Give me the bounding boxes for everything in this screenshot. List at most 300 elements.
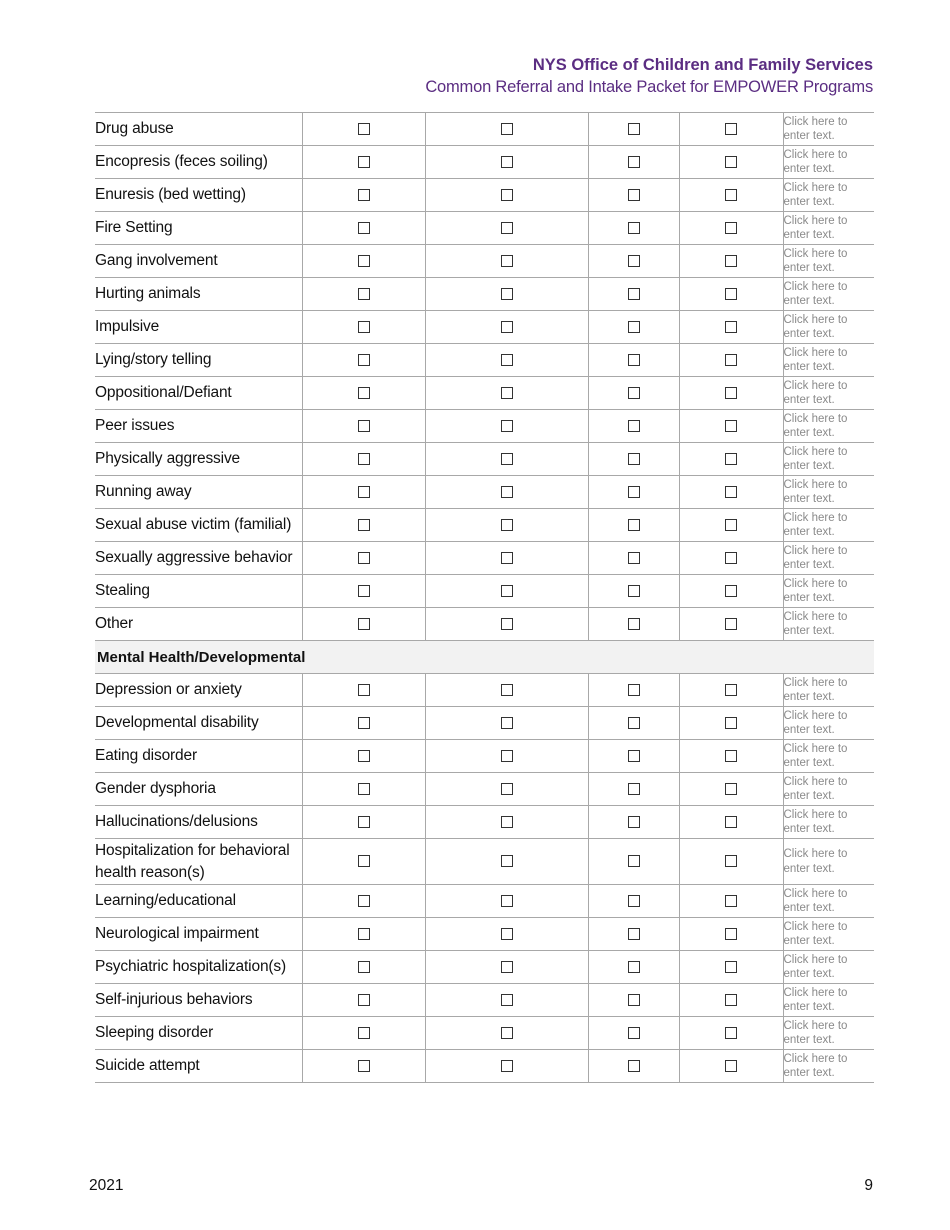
checkbox[interactable] <box>501 961 513 973</box>
checkbox[interactable] <box>725 684 737 696</box>
checkbox[interactable] <box>501 156 513 168</box>
table-row <box>95 344 874 377</box>
table-row <box>95 918 874 951</box>
checkbox-cell <box>425 773 588 806</box>
checkbox-cell <box>425 951 588 984</box>
checkbox[interactable] <box>358 420 370 432</box>
checkbox-cell <box>302 113 425 146</box>
checkbox[interactable] <box>628 750 640 762</box>
checkbox-cell <box>302 443 425 476</box>
checklist-table-body <box>95 113 874 1083</box>
checkbox-cell <box>425 410 588 443</box>
checkbox-cell <box>588 476 679 509</box>
checkbox[interactable] <box>358 354 370 366</box>
notes-text-field[interactable]: Click here to enter text. <box>783 476 874 509</box>
checkbox-cell <box>302 806 425 839</box>
checkbox[interactable] <box>358 222 370 234</box>
checkbox-cell <box>588 1050 679 1083</box>
checkbox-cell <box>588 344 679 377</box>
checkbox-cell <box>588 839 679 885</box>
checkbox-cell <box>302 410 425 443</box>
checkbox[interactable] <box>358 486 370 498</box>
page-number: 9 <box>864 1177 873 1194</box>
checkbox[interactable] <box>358 816 370 828</box>
checkbox[interactable] <box>358 552 370 564</box>
notes-text-field[interactable]: Click here to enter text. <box>783 311 874 344</box>
checkbox[interactable] <box>501 783 513 795</box>
row-label: Learning/educational <box>95 885 302 918</box>
checkbox-cell <box>425 377 588 410</box>
row-label: Hospitalization for behavioral health reason(s) <box>95 839 302 885</box>
row-label: Eating disorder <box>95 740 302 773</box>
row-label: Sexually aggressive behavior <box>95 542 302 575</box>
checkbox[interactable] <box>501 453 513 465</box>
checkbox-cell <box>425 146 588 179</box>
checkbox[interactable] <box>725 519 737 531</box>
checkbox-cell <box>425 608 588 641</box>
checkbox-cell <box>302 951 425 984</box>
notes-text-field[interactable]: Click here to enter text. <box>783 278 874 311</box>
checkbox[interactable] <box>725 961 737 973</box>
checkbox[interactable] <box>501 354 513 366</box>
checkbox[interactable] <box>358 189 370 201</box>
table-row <box>95 278 874 311</box>
notes-text-field[interactable]: Click here to enter text. <box>783 410 874 443</box>
notes-text-field[interactable]: Click here to enter text. <box>783 113 874 146</box>
notes-text-field[interactable]: Click here to enter text. <box>783 806 874 839</box>
table-row <box>95 1017 874 1050</box>
row-label: Peer issues <box>95 410 302 443</box>
table-row <box>95 806 874 839</box>
table-row <box>95 707 874 740</box>
checkbox[interactable] <box>628 552 640 564</box>
checkbox[interactable] <box>725 420 737 432</box>
checkbox-cell <box>425 740 588 773</box>
table-row <box>95 245 874 278</box>
checkbox-cell <box>679 179 783 212</box>
checkbox[interactable] <box>628 783 640 795</box>
checkbox-cell <box>302 839 425 885</box>
row-label: Sexual abuse victim (familial) <box>95 509 302 542</box>
checkbox-cell <box>302 773 425 806</box>
row-label: Stealing <box>95 575 302 608</box>
row-label: Encopresis (feces soiling) <box>95 146 302 179</box>
checkbox[interactable] <box>358 255 370 267</box>
checkbox-cell <box>425 476 588 509</box>
checkbox[interactable] <box>725 928 737 940</box>
checkbox-cell <box>588 212 679 245</box>
row-label: Other <box>95 608 302 641</box>
checkbox[interactable] <box>501 321 513 333</box>
checkbox[interactable] <box>628 189 640 201</box>
checkbox-cell <box>302 146 425 179</box>
checkbox-cell <box>588 773 679 806</box>
row-label: Enuresis (bed wetting) <box>95 179 302 212</box>
checkbox-cell <box>679 806 783 839</box>
checkbox-cell <box>588 740 679 773</box>
checkbox[interactable] <box>501 750 513 762</box>
checkbox-cell <box>679 113 783 146</box>
checkbox-cell <box>302 707 425 740</box>
checkbox-cell <box>302 674 425 707</box>
checkbox-cell <box>425 278 588 311</box>
checkbox-cell <box>588 951 679 984</box>
notes-text-field[interactable]: Click here to enter text. <box>783 575 874 608</box>
checkbox-cell <box>588 179 679 212</box>
notes-text-field[interactable]: Click here to enter text. <box>783 773 874 806</box>
checkbox-cell <box>588 984 679 1017</box>
checkbox[interactable] <box>628 453 640 465</box>
table-row <box>95 113 874 146</box>
checkbox[interactable] <box>358 288 370 300</box>
section-header-row <box>95 641 874 674</box>
notes-text-field[interactable]: Click here to enter text. <box>783 885 874 918</box>
checkbox-cell <box>302 1050 425 1083</box>
checkbox[interactable] <box>358 961 370 973</box>
checkbox-cell <box>679 885 783 918</box>
checkbox-cell <box>302 377 425 410</box>
checkbox[interactable] <box>725 816 737 828</box>
checkbox[interactable] <box>501 222 513 234</box>
checkbox[interactable] <box>358 684 370 696</box>
checkbox-cell <box>679 608 783 641</box>
checkbox-cell <box>302 608 425 641</box>
checkbox[interactable] <box>358 519 370 531</box>
checkbox[interactable] <box>358 387 370 399</box>
row-label: Psychiatric hospitalization(s) <box>95 951 302 984</box>
checkbox[interactable] <box>501 123 513 135</box>
checkbox-cell <box>302 918 425 951</box>
checkbox[interactable] <box>501 1027 513 1039</box>
table-row <box>95 740 874 773</box>
notes-text-field[interactable]: Click here to enter text. <box>783 542 874 575</box>
row-label: Suicide attempt <box>95 1050 302 1083</box>
checkbox[interactable] <box>358 783 370 795</box>
notes-text-field[interactable]: Click here to enter text. <box>783 245 874 278</box>
notes-text-field[interactable]: Click here to enter text. <box>783 984 874 1017</box>
notes-text-field[interactable]: Click here to enter text. <box>783 1050 874 1083</box>
row-label: Gender dysphoria <box>95 773 302 806</box>
checkbox-cell <box>679 740 783 773</box>
checkbox[interactable] <box>628 222 640 234</box>
notes-text-field[interactable]: Click here to enter text. <box>783 608 874 641</box>
checkbox-cell <box>679 278 783 311</box>
checkbox-cell <box>425 344 588 377</box>
checkbox[interactable] <box>358 453 370 465</box>
notes-text-field[interactable]: Click here to enter text. <box>783 951 874 984</box>
checkbox-cell <box>425 839 588 885</box>
notes-text-field[interactable]: Click here to enter text. <box>783 839 874 885</box>
checkbox-cell <box>302 984 425 1017</box>
row-label: Fire Setting <box>95 212 302 245</box>
table-row <box>95 509 874 542</box>
checkbox-cell <box>588 608 679 641</box>
checkbox[interactable] <box>628 420 640 432</box>
checkbox-cell <box>679 542 783 575</box>
checkbox-cell <box>302 542 425 575</box>
checkbox[interactable] <box>358 928 370 940</box>
checkbox-cell <box>679 1050 783 1083</box>
checkbox[interactable] <box>725 1060 737 1072</box>
checkbox[interactable] <box>725 387 737 399</box>
notes-text-field[interactable]: Click here to enter text. <box>783 740 874 773</box>
notes-text-field[interactable]: Click here to enter text. <box>783 443 874 476</box>
table-row <box>95 951 874 984</box>
checkbox-cell <box>302 245 425 278</box>
checkbox[interactable] <box>628 816 640 828</box>
checkbox[interactable] <box>725 618 737 630</box>
checkbox[interactable] <box>358 855 370 867</box>
checkbox-cell <box>302 212 425 245</box>
checkbox[interactable] <box>501 855 513 867</box>
checkbox[interactable] <box>628 387 640 399</box>
checkbox-cell <box>588 542 679 575</box>
checkbox-cell <box>679 344 783 377</box>
checkbox[interactable] <box>501 618 513 630</box>
checkbox-cell <box>588 377 679 410</box>
table-row <box>95 146 874 179</box>
row-label: Oppositional/Defiant <box>95 377 302 410</box>
row-label: Developmental disability <box>95 707 302 740</box>
checkbox[interactable] <box>358 123 370 135</box>
checkbox[interactable] <box>628 288 640 300</box>
checkbox-cell <box>302 476 425 509</box>
table-row <box>95 212 874 245</box>
checkbox-cell <box>679 377 783 410</box>
checkbox-cell <box>588 885 679 918</box>
checkbox[interactable] <box>628 928 640 940</box>
checkbox[interactable] <box>725 895 737 907</box>
checkbox[interactable] <box>501 816 513 828</box>
checkbox-cell <box>588 146 679 179</box>
org-name: NYS Office of Children and Family Services <box>532 56 873 74</box>
checkbox[interactable] <box>501 255 513 267</box>
checkbox-cell <box>425 707 588 740</box>
checkbox-cell <box>425 984 588 1017</box>
checkbox[interactable] <box>628 961 640 973</box>
checkbox-cell <box>679 773 783 806</box>
checkbox[interactable] <box>725 1027 737 1039</box>
checkbox[interactable] <box>725 552 737 564</box>
table-row <box>95 377 874 410</box>
checkbox[interactable] <box>358 156 370 168</box>
checkbox[interactable] <box>725 156 737 168</box>
checkbox[interactable] <box>628 895 640 907</box>
checkbox[interactable] <box>725 750 737 762</box>
checkbox-cell <box>425 1017 588 1050</box>
row-label: Impulsive <box>95 311 302 344</box>
row-label: Gang involvement <box>95 245 302 278</box>
checkbox-cell <box>679 674 783 707</box>
checkbox-cell <box>425 179 588 212</box>
checkbox[interactable] <box>725 255 737 267</box>
row-label: Sleeping disorder <box>95 1017 302 1050</box>
checkbox[interactable] <box>628 354 640 366</box>
checkbox-cell <box>588 1017 679 1050</box>
checkbox[interactable] <box>628 684 640 696</box>
checkbox-cell <box>302 740 425 773</box>
checkbox[interactable] <box>501 189 513 201</box>
table-row <box>95 984 874 1017</box>
notes-text-field[interactable]: Click here to enter text. <box>783 674 874 707</box>
checkbox[interactable] <box>628 717 640 729</box>
checkbox-cell <box>679 707 783 740</box>
checkbox[interactable] <box>501 420 513 432</box>
checkbox[interactable] <box>501 288 513 300</box>
checkbox-cell <box>679 212 783 245</box>
checkbox-cell <box>302 575 425 608</box>
checkbox-cell <box>679 311 783 344</box>
checkbox-cell <box>302 509 425 542</box>
table-row <box>95 443 874 476</box>
checkbox[interactable] <box>501 895 513 907</box>
row-label: Physically aggressive <box>95 443 302 476</box>
table-row <box>95 885 874 918</box>
notes-text-field[interactable]: Click here to enter text. <box>783 918 874 951</box>
checkbox-cell <box>302 1017 425 1050</box>
row-label: Running away <box>95 476 302 509</box>
checkbox-cell <box>588 509 679 542</box>
notes-text-field[interactable]: Click here to enter text. <box>783 707 874 740</box>
checkbox[interactable] <box>725 994 737 1006</box>
checkbox[interactable] <box>501 486 513 498</box>
checkbox[interactable] <box>358 994 370 1006</box>
row-label: Self-injurious behaviors <box>95 984 302 1017</box>
notes-text-field[interactable]: Click here to enter text. <box>783 344 874 377</box>
checkbox[interactable] <box>358 750 370 762</box>
checkbox[interactable] <box>358 585 370 597</box>
checkbox[interactable] <box>501 717 513 729</box>
checkbox[interactable] <box>501 1060 513 1072</box>
checkbox[interactable] <box>501 928 513 940</box>
checkbox-cell <box>302 278 425 311</box>
checkbox[interactable] <box>501 519 513 531</box>
checkbox-cell <box>425 918 588 951</box>
checkbox-cell <box>679 443 783 476</box>
checklist-table <box>95 112 874 1083</box>
checkbox[interactable] <box>501 684 513 696</box>
checkbox[interactable] <box>725 783 737 795</box>
checkbox[interactable] <box>501 387 513 399</box>
page-header <box>425 55 873 98</box>
notes-text-field[interactable]: Click here to enter text. <box>783 377 874 410</box>
checkbox[interactable] <box>358 895 370 907</box>
checkbox-cell <box>425 674 588 707</box>
checkbox-cell <box>425 1050 588 1083</box>
checkbox[interactable] <box>628 1060 640 1072</box>
checkbox-cell <box>679 476 783 509</box>
checkbox[interactable] <box>725 288 737 300</box>
notes-text-field[interactable]: Click here to enter text. <box>783 179 874 212</box>
checkbox[interactable] <box>628 585 640 597</box>
checkbox[interactable] <box>358 618 370 630</box>
checkbox-cell <box>425 443 588 476</box>
checkbox[interactable] <box>628 156 640 168</box>
checkbox-cell <box>588 113 679 146</box>
checkbox[interactable] <box>628 519 640 531</box>
checkbox-cell <box>588 575 679 608</box>
table-row <box>95 674 874 707</box>
checkbox[interactable] <box>628 855 640 867</box>
checkbox-cell <box>588 443 679 476</box>
table-row <box>95 839 874 885</box>
checkbox[interactable] <box>501 585 513 597</box>
row-label: Hurting animals <box>95 278 302 311</box>
checkbox[interactable] <box>725 486 737 498</box>
checkbox-cell <box>425 509 588 542</box>
checkbox[interactable] <box>725 354 737 366</box>
checkbox[interactable] <box>358 1060 370 1072</box>
checkbox[interactable] <box>725 222 737 234</box>
table-row <box>95 179 874 212</box>
checkbox-cell <box>679 1017 783 1050</box>
notes-text-field[interactable]: Click here to enter text. <box>783 509 874 542</box>
checkbox[interactable] <box>628 486 640 498</box>
checkbox[interactable] <box>628 255 640 267</box>
checkbox-cell <box>679 984 783 1017</box>
checkbox-cell <box>679 839 783 885</box>
checkbox[interactable] <box>358 321 370 333</box>
checkbox[interactable] <box>725 453 737 465</box>
checkbox-cell <box>425 542 588 575</box>
checkbox-cell <box>679 509 783 542</box>
checkbox[interactable] <box>628 1027 640 1039</box>
checkbox-cell <box>302 179 425 212</box>
notes-text-field[interactable]: Click here to enter text. <box>783 212 874 245</box>
checkbox-cell <box>302 885 425 918</box>
row-label: Lying/story telling <box>95 344 302 377</box>
checkbox[interactable] <box>358 717 370 729</box>
row-label: Neurological impairment <box>95 918 302 951</box>
row-label: Drug abuse <box>95 113 302 146</box>
checkbox[interactable] <box>628 618 640 630</box>
table-row <box>95 575 874 608</box>
checkbox[interactable] <box>725 189 737 201</box>
checkbox-cell <box>588 918 679 951</box>
packet-subtitle: Common Referral and Intake Packet for EMPOWER Programs <box>425 78 873 96</box>
checkbox[interactable] <box>725 123 737 135</box>
checkbox-cell <box>588 707 679 740</box>
checkbox-cell <box>679 918 783 951</box>
checkbox-cell <box>679 951 783 984</box>
checkbox[interactable] <box>628 994 640 1006</box>
checkbox[interactable] <box>501 994 513 1006</box>
checkbox-cell <box>425 113 588 146</box>
checkbox-cell <box>588 410 679 443</box>
notes-text-field[interactable]: Click here to enter text. <box>783 146 874 179</box>
checkbox-cell <box>679 146 783 179</box>
checkbox[interactable] <box>358 1027 370 1039</box>
table-row <box>95 1050 874 1083</box>
checkbox-cell <box>302 344 425 377</box>
checkbox[interactable] <box>501 552 513 564</box>
checkbox-cell <box>425 245 588 278</box>
checkbox-cell <box>588 311 679 344</box>
checkbox[interactable] <box>725 717 737 729</box>
checkbox[interactable] <box>725 585 737 597</box>
checkbox[interactable] <box>628 123 640 135</box>
notes-text-field[interactable]: Click here to enter text. <box>783 1017 874 1050</box>
table-row <box>95 608 874 641</box>
table-row <box>95 410 874 443</box>
checkbox[interactable] <box>725 321 737 333</box>
checkbox[interactable] <box>725 855 737 867</box>
checkbox[interactable] <box>628 321 640 333</box>
table-row <box>95 773 874 806</box>
row-label: Depression or anxiety <box>95 674 302 707</box>
checkbox-cell <box>425 212 588 245</box>
checkbox-cell <box>425 806 588 839</box>
